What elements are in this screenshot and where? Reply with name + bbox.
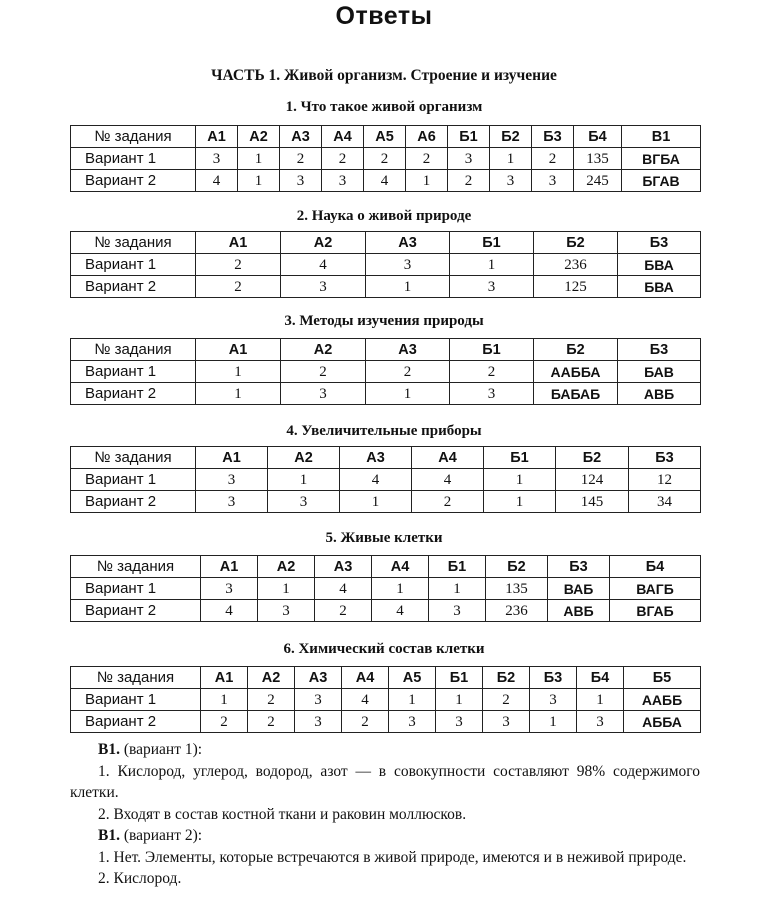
answer-cell: 1 <box>436 689 483 711</box>
column-header: В1 <box>622 126 701 148</box>
table-row <box>71 383 701 405</box>
answer-cell: 3 <box>483 711 530 733</box>
answer-cell: 4 <box>315 578 372 600</box>
b1-variant-1-heading: В1. (вариант 1): <box>98 741 203 758</box>
column-header-task-number: № задания <box>71 556 201 578</box>
table-header-row <box>71 447 701 469</box>
answer-cell: 1 <box>196 361 281 383</box>
answers-table <box>70 231 701 298</box>
answer-notes <box>70 739 700 890</box>
answer-cell: 1 <box>484 469 556 491</box>
column-header-task-number: № задания <box>71 339 196 361</box>
variant-label: Вариант 2 <box>71 383 196 405</box>
answer-cell: 1 <box>201 689 248 711</box>
answer-cell: 1 <box>340 491 412 513</box>
answer-cell: 2 <box>364 148 406 170</box>
column-header: Б2 <box>556 447 629 469</box>
column-header: Б1 <box>436 667 483 689</box>
b1-variant-2-heading: В1. (вариант 2): <box>98 827 203 844</box>
answers-table <box>70 125 701 192</box>
column-header: Б4 <box>577 667 624 689</box>
answer-cell: 3 <box>532 170 574 192</box>
b1-variant-2-answer-1: 1. Нет. Элементы, которые встречаются в живой природе, имеются и в неживой природе. <box>98 848 687 866</box>
column-header: А2 <box>268 447 340 469</box>
column-header: Б2 <box>534 232 618 254</box>
answer-cell: ААББ <box>624 689 701 711</box>
answer-cell: 135 <box>574 148 622 170</box>
answer-cell: 3 <box>201 578 258 600</box>
column-header: Б3 <box>530 667 577 689</box>
column-header: Б1 <box>429 556 486 578</box>
answer-cell: ААББА <box>534 361 618 383</box>
answer-cell: 1 <box>577 689 624 711</box>
table-row <box>71 469 701 491</box>
variant-label: Вариант 2 <box>71 170 196 192</box>
column-header: А4 <box>322 126 364 148</box>
answer-cell: 236 <box>534 254 618 276</box>
answer-cell: 3 <box>196 469 268 491</box>
answer-cell: 1 <box>484 491 556 513</box>
answer-cell: 1 <box>389 689 436 711</box>
answer-cell: 3 <box>530 689 577 711</box>
answer-cell: АВБ <box>618 383 701 405</box>
variant-label: Вариант 1 <box>71 361 196 383</box>
column-header-task-number: № задания <box>71 667 201 689</box>
answer-cell: 145 <box>556 491 629 513</box>
answer-cell: 3 <box>322 170 364 192</box>
table-row <box>71 578 701 600</box>
b1-variant-1-answer-1: 1. Кислород, углерод, водород, азот — в совокупности составляют 98% содержимого клетки. <box>70 762 700 801</box>
column-header: А3 <box>366 232 450 254</box>
answer-cell: 2 <box>201 711 248 733</box>
table-header-row <box>71 556 701 578</box>
answer-cell: 245 <box>574 170 622 192</box>
answer-cell: 2 <box>406 148 448 170</box>
column-header: А3 <box>315 556 372 578</box>
variant-label: Вариант 1 <box>71 469 196 491</box>
answer-cell: 125 <box>534 276 618 298</box>
answer-cell: 1 <box>372 578 429 600</box>
answer-cell: 1 <box>196 383 281 405</box>
answer-cell: 1 <box>238 148 280 170</box>
column-header-task-number: № задания <box>71 126 196 148</box>
column-header: А6 <box>406 126 448 148</box>
answer-cell: 2 <box>248 711 295 733</box>
answers-table <box>70 338 701 405</box>
variant-label: Вариант 1 <box>71 689 201 711</box>
column-header: Б2 <box>486 556 548 578</box>
answer-cell: 2 <box>366 361 450 383</box>
answer-cell: 4 <box>340 469 412 491</box>
answer-cell: 3 <box>490 170 532 192</box>
answer-cell: 3 <box>196 148 238 170</box>
column-header: Б2 <box>534 339 618 361</box>
table-row <box>71 254 701 276</box>
answer-cell: 3 <box>268 491 340 513</box>
answer-cell: ВГБА <box>622 148 701 170</box>
answer-cell: 1 <box>530 711 577 733</box>
answer-cell: 2 <box>532 148 574 170</box>
answer-cell: 3 <box>281 383 366 405</box>
b1-variant-2-answer-2: 2. Кислород. <box>98 870 182 887</box>
answer-cell: 1 <box>366 276 450 298</box>
answer-cell: ВАБ <box>548 578 610 600</box>
answer-cell: 3 <box>281 276 366 298</box>
column-header: А5 <box>364 126 406 148</box>
column-header: Б3 <box>548 556 610 578</box>
variant-label: Вариант 2 <box>71 711 201 733</box>
table-row <box>71 689 701 711</box>
answer-cell: БАВ <box>618 361 701 383</box>
page-title: Ответы <box>335 2 433 30</box>
column-header: А1 <box>196 339 281 361</box>
column-header: А1 <box>201 667 248 689</box>
answer-cell: 3 <box>448 148 490 170</box>
answer-cell: 4 <box>201 600 258 622</box>
table-row <box>71 600 701 622</box>
table-row <box>71 491 701 513</box>
answer-cell: 2 <box>315 600 372 622</box>
column-header: Б2 <box>483 667 530 689</box>
column-header: Б3 <box>618 339 701 361</box>
column-header-task-number: № задания <box>71 232 196 254</box>
column-header: А4 <box>412 447 484 469</box>
column-header: Б1 <box>484 447 556 469</box>
column-header: А1 <box>196 447 268 469</box>
answer-cell: 1 <box>258 578 315 600</box>
part-title: ЧАСТЬ 1. Живой организм. Строение и изучение <box>211 67 557 84</box>
answer-cell: 3 <box>280 170 322 192</box>
answer-cell: 135 <box>486 578 548 600</box>
column-header: Б3 <box>629 447 701 469</box>
answer-cell: 1 <box>450 254 534 276</box>
answer-cell: 1 <box>366 383 450 405</box>
answer-cell: БВА <box>618 254 701 276</box>
column-header: Б1 <box>450 339 534 361</box>
answer-cell: 12 <box>629 469 701 491</box>
answer-cell: 3 <box>196 491 268 513</box>
table-header-row <box>71 667 701 689</box>
variant-label: Вариант 2 <box>71 276 196 298</box>
column-header: А4 <box>372 556 429 578</box>
table-row <box>71 170 701 192</box>
section-title: 4. Увеличительные приборы <box>286 423 482 439</box>
column-header: А2 <box>248 667 295 689</box>
answer-cell: 3 <box>450 276 534 298</box>
answer-cell: 3 <box>295 689 342 711</box>
section-title: 6. Химический состав клетки <box>283 641 485 657</box>
variant-label: Вариант 1 <box>71 254 196 276</box>
answer-cell: 3 <box>429 600 486 622</box>
column-header: Б1 <box>450 232 534 254</box>
answer-cell: АББА <box>624 711 701 733</box>
answer-cell: 34 <box>629 491 701 513</box>
answer-cell: 3 <box>258 600 315 622</box>
variant-label: Вариант 1 <box>71 578 201 600</box>
section-title: 3. Методы изучения природы <box>284 313 484 329</box>
column-header: Б2 <box>490 126 532 148</box>
column-header: А1 <box>196 232 281 254</box>
answer-cell: 2 <box>196 276 281 298</box>
answer-cell: 3 <box>366 254 450 276</box>
column-header: Б4 <box>610 556 701 578</box>
column-header: А3 <box>280 126 322 148</box>
b1-variant-1-answer-2: 2. Входят в состав костной ткани и раковин моллюсков. <box>98 805 467 823</box>
answer-cell: 1 <box>490 148 532 170</box>
table-header-row <box>71 339 701 361</box>
answer-cell: 124 <box>556 469 629 491</box>
table-header-row <box>71 126 701 148</box>
answer-cell: ВАГБ <box>610 578 701 600</box>
table-row <box>71 711 701 733</box>
answer-cell: ВГАБ <box>610 600 701 622</box>
answer-cell: 3 <box>450 383 534 405</box>
answer-cell: 2 <box>448 170 490 192</box>
column-header: А2 <box>281 232 366 254</box>
answer-cell: 3 <box>389 711 436 733</box>
column-header: А2 <box>238 126 280 148</box>
column-header: А2 <box>281 339 366 361</box>
column-header: А5 <box>389 667 436 689</box>
answers-table <box>70 446 701 513</box>
table-row <box>71 276 701 298</box>
section-title: 5. Живые клетки <box>325 530 443 546</box>
section-title: 1. Что такое живой организм <box>285 99 483 115</box>
column-header: А3 <box>340 447 412 469</box>
answers-table <box>70 555 701 622</box>
column-header: Б3 <box>532 126 574 148</box>
answer-cell: 2 <box>412 491 484 513</box>
answer-cell: 4 <box>372 600 429 622</box>
column-header: Б5 <box>624 667 701 689</box>
table-row <box>71 148 701 170</box>
answer-cell: 1 <box>238 170 280 192</box>
answer-cell: 3 <box>577 711 624 733</box>
answer-cell: АВБ <box>548 600 610 622</box>
answer-cell: 2 <box>280 148 322 170</box>
column-header: А1 <box>201 556 258 578</box>
answer-cell: 1 <box>429 578 486 600</box>
column-header: А1 <box>196 126 238 148</box>
answer-cell: 2 <box>450 361 534 383</box>
answer-cell: 4 <box>281 254 366 276</box>
column-header: Б3 <box>618 232 701 254</box>
answer-cell: 3 <box>295 711 342 733</box>
answers-table <box>70 666 701 733</box>
answer-cell: 236 <box>486 600 548 622</box>
column-header-task-number: № задания <box>71 447 196 469</box>
table-row <box>71 361 701 383</box>
answer-cell: 2 <box>483 689 530 711</box>
table-header-row <box>71 232 701 254</box>
variant-label: Вариант 2 <box>71 600 201 622</box>
column-header: А3 <box>366 339 450 361</box>
section-title: 2. Наука о живой природе <box>296 208 472 224</box>
answer-cell: 2 <box>281 361 366 383</box>
answer-cell: 1 <box>268 469 340 491</box>
column-header: Б1 <box>448 126 490 148</box>
answer-cell: 4 <box>196 170 238 192</box>
answer-cell: 4 <box>364 170 406 192</box>
answer-cell: БГАВ <box>622 170 701 192</box>
variant-label: Вариант 1 <box>71 148 196 170</box>
answer-cell: БВА <box>618 276 701 298</box>
variant-label: Вариант 2 <box>71 491 196 513</box>
answer-cell: 2 <box>196 254 281 276</box>
answer-cell: 1 <box>406 170 448 192</box>
answer-cell: 2 <box>342 711 389 733</box>
column-header: А2 <box>258 556 315 578</box>
column-header: А3 <box>295 667 342 689</box>
answer-cell: 4 <box>412 469 484 491</box>
answer-cell: 4 <box>342 689 389 711</box>
answer-cell: 2 <box>322 148 364 170</box>
column-header: Б4 <box>574 126 622 148</box>
answer-cell: 2 <box>248 689 295 711</box>
answer-cell: 3 <box>436 711 483 733</box>
answer-cell: БАБАБ <box>534 383 618 405</box>
column-header: А4 <box>342 667 389 689</box>
